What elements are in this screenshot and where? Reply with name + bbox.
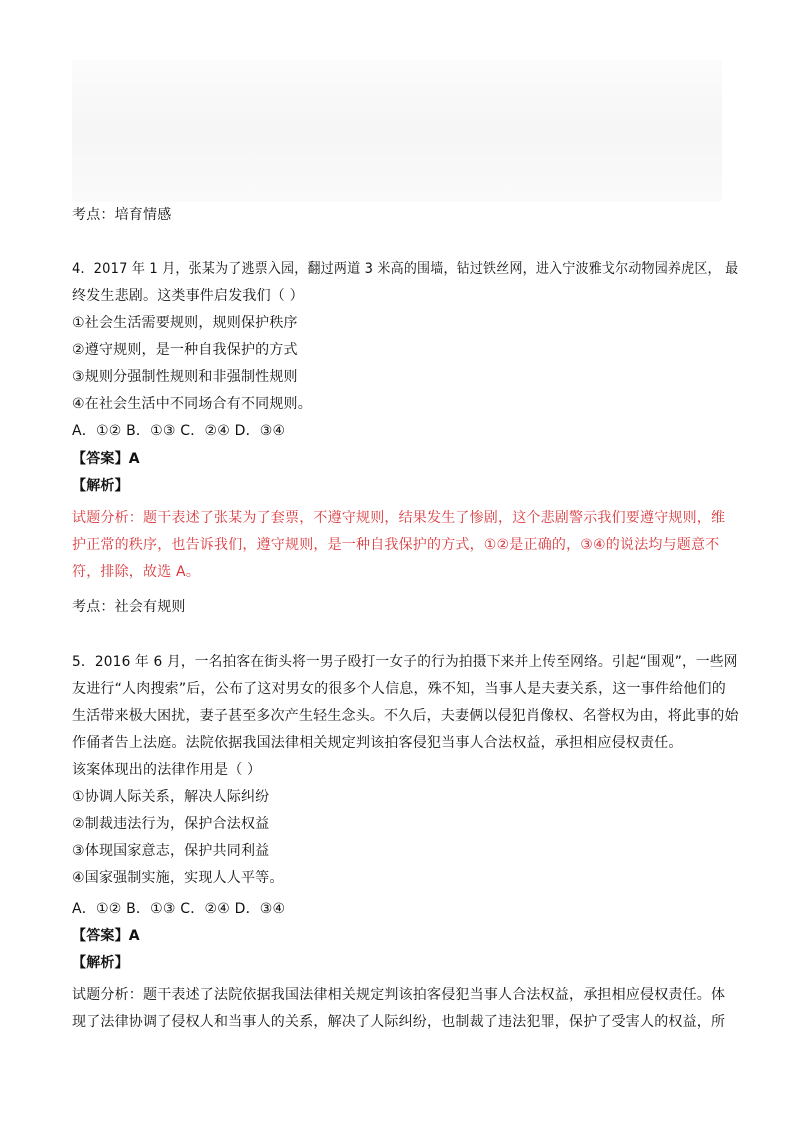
q5-choices: A．①② B．①③ C．②④ D．③④ <box>72 901 286 917</box>
q5-option-1: ①协调人际关系，解决人际纠纷 <box>72 789 270 805</box>
q4-analysis-line2: 护正常的秩序，也告诉我们，遵守规则，是一种自我保护的方式，①②是正确的，③④的说法均与题意不 <box>72 537 720 553</box>
q4-stem-line2: 终发生悲剧。这类事件启发我们（ ） <box>72 288 304 304</box>
q5-option-3: ③体现国家意志，保护共同利益 <box>72 843 270 859</box>
q4-analysis-label: 【解析】 <box>72 478 129 494</box>
q5-analysis-label: 【解析】 <box>72 955 129 971</box>
q5-answer: 【答案】A <box>72 928 140 944</box>
q4-option-4: ④在社会生活中不同场合有不同规则。 <box>72 396 312 412</box>
q4-option-2: ②遵守规则，是一种自我保护的方式 <box>72 342 298 358</box>
q5-stem-line2: 友进行“人肉搜索”后，公布了这对男女的很多个人信息，殊不知，当事人是夫妻关系，这一事件给他们的 <box>72 681 726 697</box>
q5-stem-line3: 生活带来极大困扰，妻子甚至多次产生轻生念头。不久后，夫妻俩以侵犯肖像权、名誉权为由，将此事的始 <box>72 708 739 724</box>
q4-answer: 【答案】A <box>72 451 140 467</box>
q4-stem-line1: 4．2017 年 1 月，张某为了逃票入园，翻过两道 3 米高的围墙，钻过铁丝网，进入宁波雅戈尔动物园养虎区， 最 <box>72 261 739 277</box>
q4-option-1: ①社会生活需要规则，规则保护秩序 <box>72 315 298 331</box>
q4-option-3: ③规则分强制性规则和非强制性规则 <box>72 369 298 385</box>
q4-kaodian: 考点：社会有规则 <box>72 599 186 615</box>
q5-option-4: ④国家强制实施，实现人人平等。 <box>72 870 284 886</box>
q4-choices: A．①② B．①③ C．②④ D．③④ <box>72 423 286 439</box>
q3-kaodian: 考点：培育情感 <box>72 207 172 223</box>
q5-option-2: ②制裁违法行为，保护合法权益 <box>72 816 270 832</box>
q5-stem-line1: 5．2016 年 6 月，一名拍客在街头将一男子殴打一女子的行为拍摄下来并上传至网络。引起“围观”，一些网 <box>72 654 738 670</box>
q5-analysis-line1: 试题分析：题干表述了法院依据我国法律相关规定判该拍客侵犯当事人合法权益，承担相应侵权责任。体 <box>72 987 726 1003</box>
faded-figure-area <box>72 60 722 202</box>
q4-analysis-line3: 符，排除，故选 A。 <box>72 564 201 580</box>
q5-analysis-line2: 现了法律协调了侵权人和当事人的关系，解决了人际纠纷，也制裁了违法犯罪，保护了受害人的权益，所 <box>72 1014 726 1030</box>
q5-stem-line5: 该案体现出的法律作用是（ ） <box>72 762 262 778</box>
q4-analysis-line1: 试题分析：题干表述了张某为了套票，不遵守规则，结果发生了惨剧，这个悲剧警示我们要遵守规则，维 <box>72 510 726 526</box>
q5-stem-line4: 作俑者告上法庭。法院依据我国法律相关规定判该拍客侵犯当事人合法权益，承担相应侵权责任。 <box>72 735 683 751</box>
